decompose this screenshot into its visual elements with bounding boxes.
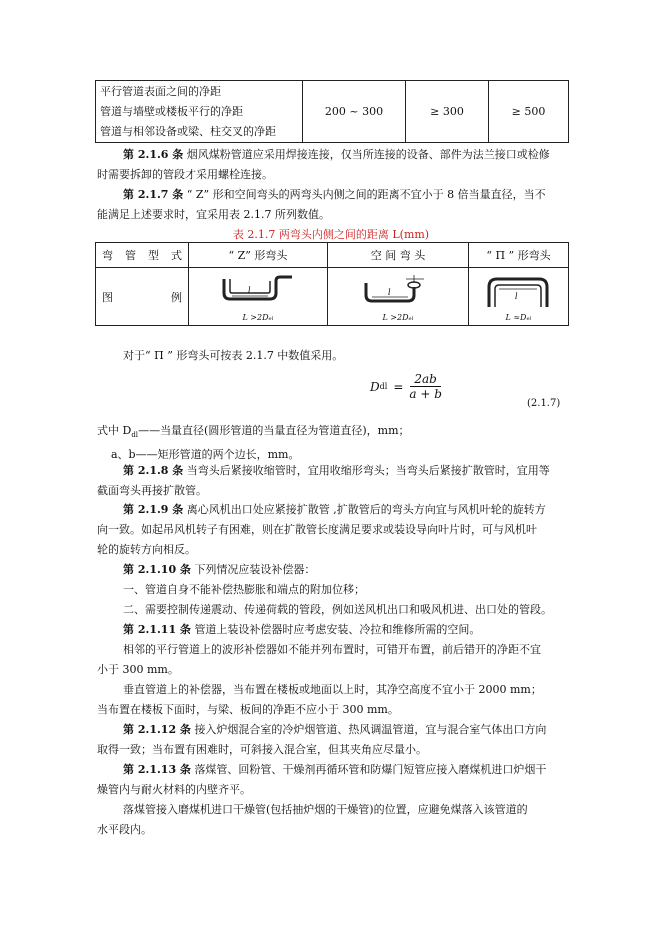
pi-bend-diagram-icon [479, 273, 559, 313]
figure-mark: l [514, 292, 518, 301]
article-number: 第 2.1.8 条 [123, 464, 184, 477]
paragraph-cont: 当布置在楼板下面时，与梁、板间的净距不应小于 300 mm。 [97, 703, 399, 716]
legend-symbol-sub: dl [131, 431, 139, 440]
column-header: “ Z” 形弯头 [189, 243, 328, 268]
z-bend-diagram-icon [218, 273, 298, 313]
article-number: 第 2.1.7 条 [123, 188, 184, 201]
article-number: 第 2.1.6 条 [123, 148, 184, 161]
article-text: 烟风煤粉管道应采用焊接连接，仅当所连接的设备、部件为法兰接口或检修 [186, 148, 550, 161]
paragraph: 垂直管道上的补偿器，当布置在楼板或地面以上时，其净空高度不宜小于 2000 mm； [123, 683, 542, 696]
figure-mark: l [248, 286, 251, 295]
article-2-1-10 [97, 560, 563, 620]
article-number: 第 2.1.12 条 [123, 723, 191, 736]
row-label-char: 例 [171, 290, 182, 304]
figure-label: L ≈Dₑₗ [505, 313, 532, 322]
article-text-cont: 取得一致；当布置有困难时，可斜接入混合室，但其夹角应尽量小。 [97, 743, 427, 756]
column-header: 空 间 弯 头 [328, 243, 469, 268]
paragraph: 落煤管接入磨煤机进口干燥管(包括抽炉烟的干燥管)的位置，应避免煤落入该管道的 [123, 803, 528, 816]
value-cell: 200 ~ 300 [303, 81, 406, 143]
table-caption: 表 2.1.7 两弯头内侧之间的距离 L(mm) [232, 228, 430, 241]
list-item: 二、需要控制传递震动、传递荷载的管段，例如送风机出口和吸风机进、出口处的管段。 [123, 603, 552, 616]
article-text: 接入炉烟混合室的冷炉烟管道、热风调温管道，宜与混合室气体出口方向 [194, 723, 547, 736]
spacing-table [95, 80, 569, 143]
label-line: 平行管道表面之间的净距 [100, 84, 221, 98]
pi-note-text: 对于“ Π ” 形弯头可按表 2.1.7 中数值采用。 [123, 349, 344, 362]
legend-text-2: a、b——矩形管道的两个边长，mm。 [111, 448, 300, 462]
article-text: 离心风机出口处应紧接扩散管 ,扩散管后的弯头方向宜与风机叶轮的旋转方 [186, 503, 546, 516]
header-char: 管 [125, 249, 136, 262]
article-2-1-13 [97, 760, 563, 840]
article-text-cont: 燥管内与耐火材料的内壁齐平。 [97, 783, 251, 796]
figure-label: L >2Dₑₗ [382, 313, 414, 322]
space-bend-diagram-icon [358, 273, 438, 313]
pi-bend-figure-cell [469, 268, 569, 326]
article-text: 落煤管、回粉管、干燥剂再循环管和防爆门短管应接入磨煤机进口炉烟干 [194, 763, 547, 776]
pi-note [97, 346, 563, 366]
formula-number: (2.1.7) [527, 398, 561, 409]
label-line: 管道与相邻设备或梁、柱交叉的净距 [100, 124, 276, 138]
article-2-1-7 [97, 185, 563, 225]
list-item: 一、管道自身不能补偿热膨胀和端点的附加位移； [123, 583, 365, 596]
column-header: “ Π ” 形弯头 [469, 243, 569, 268]
formula: D dl = $\frac{2ab}{a + b}$ [370, 372, 442, 401]
article-text: 当弯头后紧接收缩管时，宜用收缩形弯头；当弯头后紧接扩散管时，宜用等 [186, 464, 550, 477]
figure-label: L >2Dₑₗ [242, 313, 274, 322]
article-2-1-8 [97, 461, 563, 501]
figure-row-label [96, 268, 189, 326]
article-number: 第 2.1.13 条 [123, 763, 191, 776]
paragraph: 相邻的平行管道上的波形补偿器如不能并列布置时，可错开布置，前后错开的净距不宜 [123, 643, 541, 656]
formula-lhs-sub: dl [379, 382, 388, 391]
article-number: 第 2.1.9 条 [123, 503, 184, 516]
value-cell: ≥ 300 [406, 81, 489, 143]
formula-legend [97, 421, 563, 465]
header-label-cell [96, 243, 189, 268]
formula-lhs: D [370, 379, 380, 394]
article-number: 第 2.1.10 条 [123, 563, 191, 576]
paragraph-cont: 水平段内。 [97, 823, 152, 836]
formula-denominator: a + b [409, 387, 442, 401]
value-cell: ≥ 500 [489, 81, 569, 143]
figure-mark: l [388, 288, 391, 297]
article-2-1-9 [97, 500, 563, 560]
header-char: 型 [148, 249, 159, 262]
formula-numerator: 2ab [410, 372, 440, 387]
article-text-cont: 能满足上述要求时，宜采用表 2.1.7 所列数值。 [97, 208, 330, 221]
spacing-row-label [96, 81, 303, 143]
article-number: 第 2.1.11 条 [123, 623, 191, 636]
header-char: 式 [171, 249, 182, 262]
article-text: 管道上装设补偿器时应考虑安装、冷拉和维修所需的空间。 [194, 623, 481, 636]
article-text-cont: 向一致。如起吊风机转子有困难，则在扩散管长度满足要求或装设导向叶片时，可与风机叶 [97, 523, 537, 536]
article-text: 下列情况应装设补偿器： [194, 563, 316, 576]
article-text-cont: 轮的旋转方向相反。 [97, 543, 196, 556]
article-2-1-12 [97, 720, 563, 760]
bend-table [95, 242, 569, 326]
label-line: 管道与墙壁或楼板平行的净距 [100, 104, 243, 118]
z-bend-figure-cell [189, 268, 328, 326]
space-bend-figure-cell [328, 268, 469, 326]
row-label-char: 图 [102, 290, 113, 304]
article-2-1-11 [97, 620, 563, 720]
article-2-1-6 [97, 145, 563, 185]
article-text: “ Z” 形和空间弯头的两弯头内侧之间的距离不宜小于 8 倍当量直径，当不 [186, 188, 546, 201]
article-text-cont: 时需要拆卸的管段才采用螺栓连接。 [97, 168, 273, 181]
article-text-cont: 截面弯头再接扩散管。 [97, 484, 207, 497]
legend-symbol: 式中 D [97, 424, 132, 437]
header-char: 弯 [102, 249, 113, 262]
legend-text: ——当量直径(圆形管道的当量直径为管道直径)，mm； [138, 424, 410, 437]
paragraph-cont: 小于 300 mm。 [97, 663, 179, 676]
